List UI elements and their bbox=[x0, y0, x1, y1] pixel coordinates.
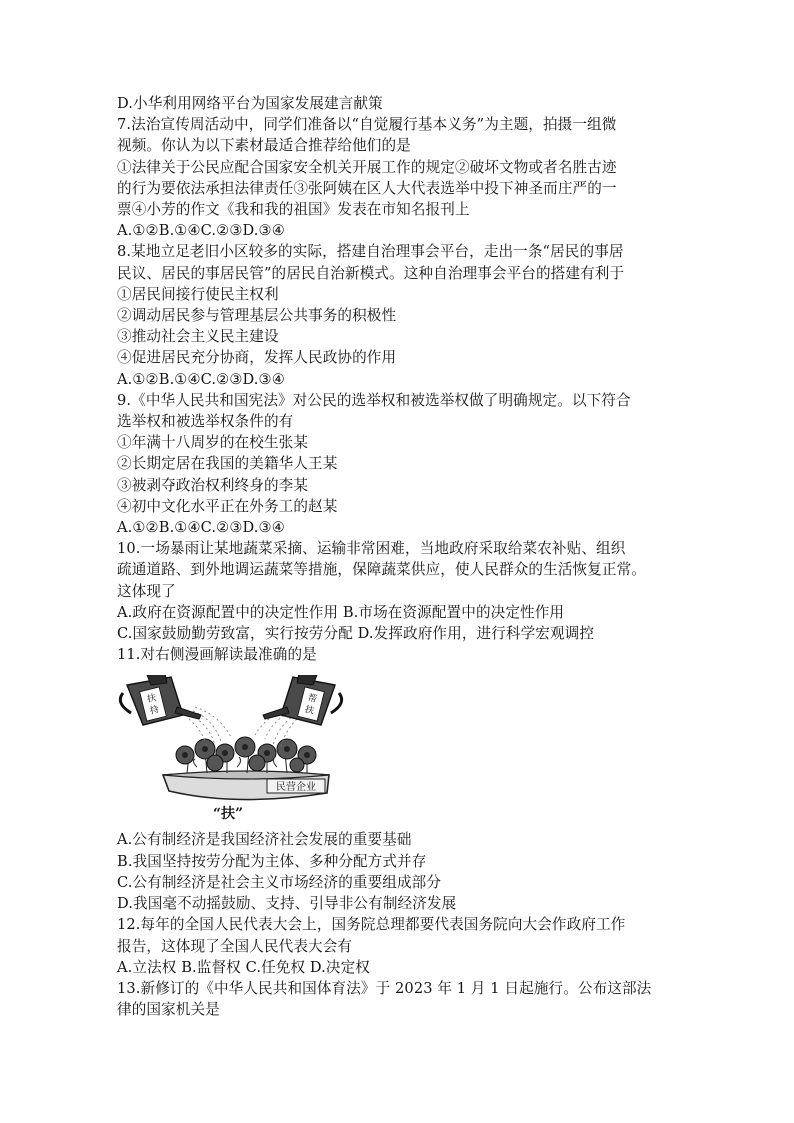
can-right-label-bottom: 扶 bbox=[303, 705, 315, 718]
text-line: ③推动社会主义民主建设 bbox=[117, 328, 279, 346]
text-line: ④促进居民充分协商，发挥人民政协的作用 bbox=[117, 349, 397, 367]
cartoon-illustration bbox=[117, 675, 347, 803]
text-line: 的行为要依法承担法律责任③张阿姨在区人大代表选举中投下神圣而庄严的一 bbox=[117, 179, 617, 197]
text-line: ①居民间接行使民主权利 bbox=[117, 285, 279, 303]
text-line: 律的国家机关是 bbox=[117, 1001, 220, 1019]
text-line: 这体现了 bbox=[117, 582, 176, 600]
answer-options: A.①②B.①④C.②③D.③④ bbox=[117, 222, 285, 240]
question-7-stem: 7.法治宣传周活动中，同学们准备以“自觉履行基本义务”为主题，拍摄一组微 bbox=[117, 116, 617, 134]
text-line: 票④小芳的作文《我和我的祖国》发表在市知名报刊上 bbox=[117, 201, 470, 219]
answer-options: C.国家鼓励勤劳致富，实行按劳分配 D.发挥政府作用，进行科学宏观调控 bbox=[117, 625, 595, 643]
exam-page bbox=[117, 93, 679, 1020]
can-left-label-top: 扶 bbox=[146, 693, 158, 706]
text-line: ③被剥夺政治权利终身的李某 bbox=[117, 476, 309, 494]
text-line: D.小华利用网络平台为国家发展建言献策 bbox=[117, 95, 383, 112]
can-left-label-bottom: 持 bbox=[149, 705, 161, 718]
can-right-label-top: 帮 bbox=[306, 693, 318, 706]
question-text-bottom bbox=[117, 829, 679, 1020]
watering-can-left-icon bbox=[120, 675, 201, 725]
answer-options: A.①②B.①④C.②③D.③④ bbox=[117, 519, 285, 537]
text-line: ②长期定居在我国的美籍华人王某 bbox=[117, 455, 338, 473]
watering-can-right-icon bbox=[263, 675, 342, 725]
text-line: ①法律关于公民应配合国家安全机关开展工作的规定②破坏文物或者名胜古迹 bbox=[117, 158, 617, 176]
answer-options: A.政府在资源配置中的决定性作用 B.市场在资源配置中的决定性作用 bbox=[117, 603, 565, 621]
text-line: 疏通道路、到外地调运蔬菜等措施，保障蔬菜供应，使人民群众的生活恢复正常。 bbox=[117, 561, 646, 579]
cartoon-caption: “扶” bbox=[213, 806, 244, 823]
question-13-stem: 13.新修订的《中华人民共和国体育法》于 2023 年 1 月 1 日起施行。公布这部法 bbox=[117, 979, 652, 997]
text-line: 选举权和被选举权条件的有 bbox=[117, 413, 294, 431]
text-line: 报告，这体现了全国人民代表大会有 bbox=[117, 937, 353, 955]
question-text-top bbox=[117, 93, 679, 665]
question-9-stem: 9.《中华人民共和国宪法》对公民的选举权和被选举权做了明确规定。以下符合 bbox=[117, 391, 631, 409]
text-line: ①年满十八周岁的在校生张某 bbox=[117, 434, 309, 452]
question-11-stem: 11.对右侧漫画解读最准确的是 bbox=[117, 646, 317, 664]
answer-option-a: A.公有制经济是我国经济社会发展的重要基础 bbox=[117, 831, 412, 849]
answer-option-c: C.公有制经济是社会主义市场经济的重要组成部分 bbox=[117, 873, 442, 891]
text-line: ②调动居民参与管理基层公共事务的积极性 bbox=[117, 307, 397, 325]
text-line: 视频。你认为以下素材最适合推荐给他们的是 bbox=[117, 137, 411, 155]
cartoon-figure bbox=[117, 675, 347, 827]
answer-option-b: B.我国坚持按劳分配为主体、多种分配方式并存 bbox=[117, 852, 427, 870]
answer-options: A.立法权 B.监督权 C.任免权 D.决定权 bbox=[117, 958, 370, 976]
text-line: ④初中文化水平正在外务工的赵某 bbox=[117, 497, 338, 515]
answer-options: A.①②B.①④C.②③D.③④ bbox=[117, 370, 285, 388]
pot-label: 民营企业 bbox=[276, 782, 316, 794]
question-10-stem: 10.一场暴雨让某地蔬菜采摘、运输非常困难，当地政府采取给菜农补贴、组织 bbox=[117, 540, 626, 558]
question-8-stem: 8.某地立足老旧小区较多的实际，搭建自治理事会平台，走出一条“居民的事居 bbox=[117, 243, 624, 261]
text-line: 民议、居民的事居民管”的居民自治新模式。这种自治理事会平台的搭建有利于 bbox=[117, 264, 625, 282]
answer-option-d: D.我国毫不动摇鼓励、支持、引导非公有制经济发展 bbox=[117, 895, 457, 913]
question-12-stem: 12.每年的全国人民代表大会上，国务院总理都要代表国务院向大会作政府工作 bbox=[117, 916, 626, 934]
